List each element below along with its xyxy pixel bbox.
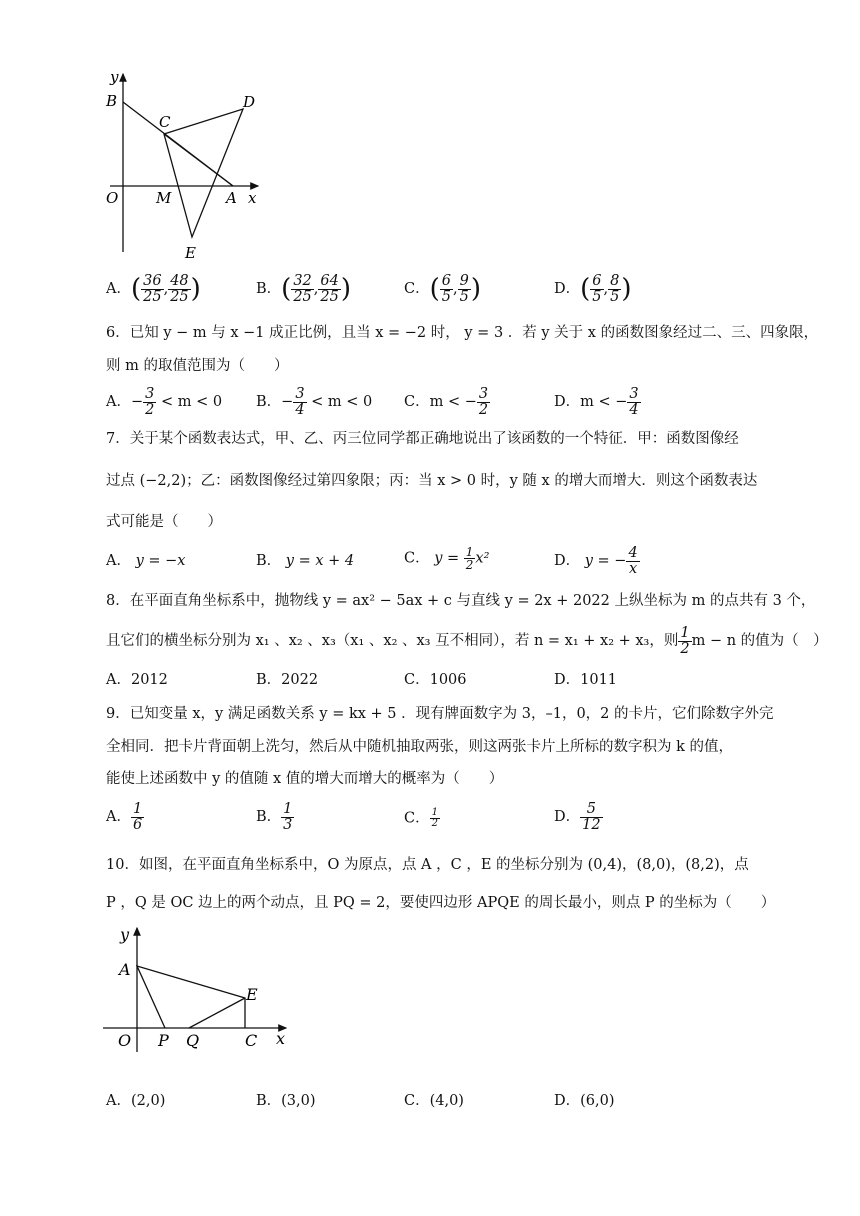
- q10-stem-line1: 10．如图，在平面直角坐标系中，O 为原点，点 A ，C ，E 的坐标分别为 (0,4)，(8,0)，(8,2)，点: [106, 857, 749, 873]
- q8-stem-line1: 8．在平面直角坐标系中，抛物线 y = ax² − 5ax + c 与直线 y = 2x + 2022 上纵坐标为 m 的点共有 3 个，: [106, 593, 816, 609]
- q5-option-b[interactable]: B．( $\frac{32}{25}$ , $\frac{64}{25}$ ): [256, 273, 351, 305]
- label-y: y: [110, 68, 119, 86]
- label-O2: O: [118, 1031, 132, 1050]
- label-A2: A: [119, 960, 131, 979]
- label-E2: E: [246, 985, 258, 1004]
- label-B: B: [106, 92, 118, 110]
- q8-option-a[interactable]: A．2012: [106, 672, 168, 688]
- q6-option-b[interactable]: B．− $\frac{3}{4}$ < m < 0: [256, 386, 373, 418]
- q7-stem-line2: 过点 (−2,2)；乙：函数图像经过第四象限；丙：当 x > 0 时，y 随 x 的增大而增大．则这个函数表达: [106, 473, 758, 489]
- q6-option-d[interactable]: D．m < − $\frac{3}{4}$: [554, 386, 639, 418]
- q6-option-c[interactable]: C．m < − $\frac{3}{2}$: [404, 386, 489, 418]
- figure-quadrilateral-coordinate: [100, 922, 300, 1062]
- label-E: E: [185, 244, 196, 262]
- q7-option-d[interactable]: D． y = − $\frac{4}{x}$: [554, 545, 638, 577]
- q5-option-a[interactable]: A．( $\frac{36}{25}$ , $\frac{48}{25}$ ): [106, 273, 201, 305]
- q10-option-b[interactable]: B．(3,0): [256, 1093, 316, 1109]
- q6-stem-line1: 6．已知 y − m 与 x −1 成正比例，且当 x = −2 时， y = 3 ．若 y 关于 x 的函数图象经过二、三、四象限，: [106, 325, 819, 341]
- q9-stem-line2: 全相同．把卡片背面朝上洗匀，然后从中随机抽取两张，则这两张卡片上所标的数字积为 k 的值，: [106, 739, 734, 755]
- q6-option-a[interactable]: A．− $\frac{3}{2}$ < m < 0: [106, 386, 223, 418]
- q6-stem-line2: 则 m 的取值范围为（ ）: [106, 358, 289, 374]
- q9-option-b[interactable]: B． $\frac{1}{3}$: [256, 801, 293, 833]
- q7-option-a[interactable]: A． y = −x: [106, 553, 186, 569]
- q10-option-c[interactable]: C．(4,0): [404, 1093, 464, 1109]
- label-C2: C: [245, 1031, 258, 1050]
- q8-stem-line2: 且它们的横坐标分别为 x₁ 、x₂ 、x₃（x₁ 、x₂ 、x₃ 互不相同），若 n = x₁ + x₂ + x₃，则 $\frac{1}{2}$ m − n 的值为（ ）: [106, 625, 828, 657]
- q9-option-a[interactable]: A． $\frac{1}{6}$: [106, 801, 143, 833]
- q9-stem-line3: 能使上述函数中 y 的值随 x 值的增大而增大的概率为（ ）: [106, 771, 504, 787]
- label-A: A: [226, 189, 237, 207]
- label-P2: P: [158, 1031, 169, 1050]
- figure-triangle-coordinate: [100, 60, 270, 270]
- q7-stem-line1: 7．关于某个函数表达式，甲、乙、丙三位同学都正确地说出了该函数的一个特征．甲：函数图像经: [106, 431, 739, 447]
- q7-option-c[interactable]: C． y = $\frac{1}{2}$ x²: [404, 545, 490, 572]
- q8-option-c[interactable]: C．1006: [404, 672, 467, 688]
- q10-option-d[interactable]: D．(6,0): [554, 1093, 615, 1109]
- q10-stem-line2: P ，Q 是 OC 边上的两个动点，且 PQ = 2，要使四边形 APQE 的周长最小，则点 P 的坐标为（ ）: [106, 895, 776, 911]
- label-x: x: [248, 189, 257, 207]
- q9-stem-line1: 9．已知变量 x，y 满足函数关系 y = kx + 5 ．现有牌面数字为 3，–1，0，2 的卡片，它们除数字外完: [106, 706, 774, 722]
- q7-option-b[interactable]: B． y = x + 4: [256, 553, 355, 569]
- q5-option-d[interactable]: D．( $\frac{6}{5}$ , $\frac{8}{5}$ ): [554, 273, 632, 305]
- q8-option-d[interactable]: D．1011: [554, 672, 618, 688]
- label-O: O: [106, 189, 119, 207]
- q9-option-c[interactable]: C． $\frac{1}{2}$: [404, 807, 438, 829]
- q7-stem-line3: 式可能是（ ）: [106, 514, 222, 530]
- label-C: C: [159, 113, 171, 131]
- label-Q2: Q: [186, 1031, 200, 1050]
- label-D: D: [243, 93, 256, 111]
- q8-option-b[interactable]: B．2022: [256, 672, 319, 688]
- label-M: M: [156, 189, 172, 207]
- q9-option-d[interactable]: D． $\frac{5}{12}$: [554, 801, 601, 833]
- q10-option-a[interactable]: A．(2,0): [106, 1093, 166, 1109]
- label-y2: y: [120, 925, 130, 944]
- q5-option-c[interactable]: C．( $\frac{6}{5}$ , $\frac{9}{5}$ ): [404, 273, 481, 305]
- label-x2: x: [276, 1029, 286, 1048]
